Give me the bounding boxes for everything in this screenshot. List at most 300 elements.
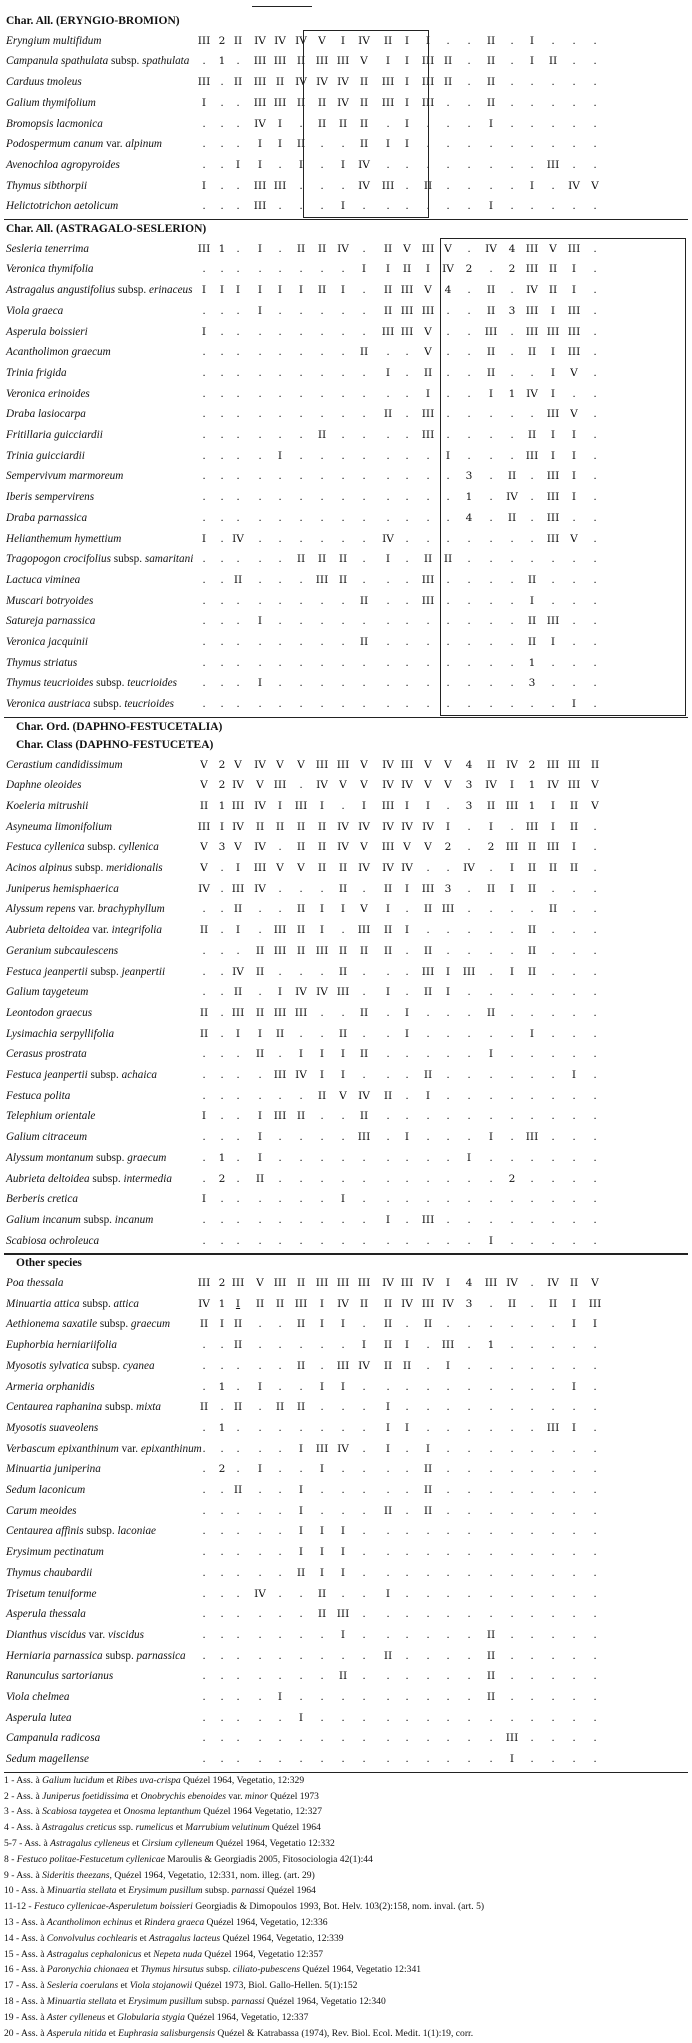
cell-value: IV [358, 1089, 370, 1102]
cell-value: . [341, 387, 345, 400]
cell-value: II [338, 862, 348, 874]
cell-value: . [467, 1442, 471, 1455]
cell-value: 4 [465, 758, 473, 771]
cell-value: . [220, 1359, 224, 1372]
cell-value: . [572, 1463, 576, 1476]
cell-value: . [362, 1566, 366, 1579]
species-name: Sedum laconicum [6, 1484, 86, 1496]
species-name: Galium thymifolium [6, 96, 96, 109]
cell-value: . [510, 1380, 514, 1393]
cell-value: . [426, 1566, 430, 1579]
cell-value: . [236, 1213, 240, 1226]
cell-value: . [551, 1587, 555, 1600]
cell-value: IV [295, 986, 307, 999]
cell-value: V [200, 862, 208, 874]
cell-value: . [510, 117, 514, 130]
cell-value: . [320, 387, 324, 400]
cell-value: II [527, 944, 537, 957]
cell-value: . [551, 1670, 555, 1683]
footnote: 1 - Ass. à Galium lucidum et Ribes uva-crispa Quézel 1964, Vegetatio, 12:329 [4, 1774, 305, 1786]
cell-value: . [572, 1649, 576, 1662]
cell-value: . [446, 656, 450, 669]
cell-value: . [489, 1546, 493, 1559]
cell-value: . [510, 96, 514, 109]
cell-value: V [200, 758, 208, 771]
cell-value: . [489, 263, 493, 276]
cell-value: . [405, 200, 409, 213]
cell-value: I [277, 284, 283, 297]
cell-value: II [548, 1297, 558, 1310]
cell-value: II [486, 304, 496, 317]
cell-value: IV [254, 882, 266, 895]
cell-value: . [202, 1628, 206, 1641]
cell-value: . [530, 1670, 534, 1683]
cell-value: . [467, 986, 471, 999]
cell-value: . [258, 1213, 262, 1226]
cell-value: II [275, 820, 285, 833]
cell-value: III [567, 346, 581, 359]
cell-value: . [405, 1546, 409, 1559]
cell-value: . [489, 408, 493, 421]
cell-value: II [317, 553, 327, 566]
cell-value: I [445, 986, 451, 999]
cell-value: I [425, 34, 431, 47]
cell-value: V [570, 408, 578, 421]
cell-value: . [320, 304, 324, 317]
cell-value: . [299, 387, 303, 400]
cell-value: . [341, 594, 345, 607]
cell-value: . [489, 615, 493, 628]
cell-value: . [572, 1359, 576, 1372]
cell-value: . [278, 408, 282, 421]
cell-value: . [202, 553, 206, 566]
cell-value: 2 [528, 758, 536, 771]
cell-value: . [510, 1421, 514, 1434]
cell-value: . [467, 615, 471, 628]
cell-value: V [360, 841, 368, 854]
cell-value: . [236, 1504, 240, 1517]
section-header [0, 1254, 692, 1274]
cell-value: . [489, 429, 493, 441]
cell-value: 1 [218, 799, 226, 812]
cell-value: . [426, 1006, 430, 1019]
cell-value: . [202, 1069, 206, 1081]
cell-value: . [258, 1401, 262, 1414]
cell-value: II [527, 429, 537, 441]
cell-value: . [572, 944, 576, 957]
cell-value: II [296, 138, 306, 151]
cell-value: . [510, 1484, 514, 1496]
cell-value: . [299, 1608, 303, 1621]
cell-value: . [467, 1380, 471, 1393]
cell-value: . [530, 1732, 534, 1745]
cell-value: . [510, 76, 514, 89]
cell-value: I [404, 96, 410, 109]
cell-value: . [278, 1359, 282, 1372]
cell-value: . [405, 1442, 409, 1455]
cell-value: . [236, 1670, 240, 1683]
cell-value: I [509, 779, 515, 792]
footnote: 11-12 - Festuco cyllenicae-Asperuletum boissieri Georgiadis & Dimopoulos 1993, Bot. Helv. 103(2):158, nom. inval. (art. 5) [4, 1901, 485, 1913]
cell-value: . [202, 511, 206, 524]
cell-value: . [593, 1069, 597, 1081]
cell-value: . [341, 1401, 345, 1414]
table-row [0, 1107, 692, 1127]
cell-value: . [362, 1318, 366, 1331]
cell-value: II [275, 1297, 285, 1310]
cell-value: . [220, 656, 224, 669]
cell-value: . [258, 470, 262, 483]
cell-value: . [530, 553, 534, 566]
cell-value: . [530, 1484, 534, 1496]
cell-value: . [446, 1732, 450, 1745]
cell-value: . [236, 1359, 240, 1372]
cell-value: V [297, 758, 305, 771]
cell-value: . [220, 1027, 224, 1040]
cell-value: V [549, 242, 557, 255]
cell-value: III [197, 820, 211, 833]
cell-value: . [426, 1691, 430, 1703]
cell-value: . [320, 1193, 324, 1206]
cell-value: . [278, 1234, 282, 1247]
cell-value: . [510, 1401, 514, 1414]
species-name: Draba parnassica [6, 511, 88, 524]
cell-value: II [383, 1297, 393, 1310]
cell-value: I [509, 882, 515, 895]
cell-value: I [298, 158, 304, 171]
cell-value: . [510, 408, 514, 421]
species-name: Myosotis sylvatica subsp. cyanea [6, 1359, 155, 1372]
cell-value: . [386, 1234, 390, 1247]
cell-value: . [299, 511, 303, 524]
cell-value: . [593, 158, 597, 171]
cell-value: III [336, 55, 350, 68]
cell-value: . [341, 532, 345, 545]
cell-value: I [550, 304, 556, 317]
cell-value: . [572, 1587, 576, 1600]
cell-value: . [220, 532, 224, 545]
cell-value: . [202, 1587, 206, 1600]
cell-value: . [510, 615, 514, 628]
cell-value: . [341, 1649, 345, 1662]
cell-value: . [489, 698, 493, 711]
table-row [0, 900, 692, 920]
cell-value: . [426, 117, 430, 130]
cell-value: . [405, 1628, 409, 1641]
cell-value: . [510, 1151, 514, 1164]
cell-value: . [530, 1566, 534, 1579]
cell-value: . [510, 1711, 514, 1724]
cell-value: . [551, 924, 555, 937]
cell-value: . [386, 1069, 390, 1081]
cell-value: 2 [487, 841, 495, 854]
cell-value: . [386, 1172, 390, 1185]
cell-value: . [220, 408, 224, 421]
cell-value: . [236, 1649, 240, 1662]
cell-value: . [467, 1089, 471, 1102]
cell-value: . [258, 1566, 262, 1579]
cell-value: I [235, 1297, 241, 1310]
cell-value: . [426, 1172, 430, 1185]
cell-value: . [320, 1753, 324, 1766]
cell-value: . [362, 1442, 366, 1455]
cell-value: . [220, 325, 224, 338]
cell-value: . [593, 1732, 597, 1745]
cell-value: . [489, 1318, 493, 1331]
cell-value: . [362, 1691, 366, 1703]
cell-value: II [359, 1110, 369, 1123]
cell-value: . [278, 158, 282, 171]
cell-value: II [296, 841, 306, 854]
cell-value: . [467, 429, 471, 441]
cell-value: . [510, 1649, 514, 1662]
cell-value: I [425, 1442, 431, 1455]
cell-value: . [467, 1525, 471, 1538]
cell-value: . [278, 304, 282, 317]
cell-value: IV [274, 34, 286, 47]
cell-value: . [593, 1753, 597, 1766]
cell-value: . [320, 200, 324, 213]
cell-value: . [220, 366, 224, 379]
species-name: Eryngium multifidum [6, 34, 102, 47]
cell-value: . [467, 76, 471, 89]
cell-value: . [362, 242, 366, 255]
cell-value: 1 [218, 242, 226, 255]
cell-value: . [278, 594, 282, 607]
cell-value: . [551, 594, 555, 607]
cell-value: . [320, 1172, 324, 1185]
cell-value: IV [401, 820, 413, 833]
cell-value: . [320, 1339, 324, 1352]
cell-value: III [441, 903, 455, 916]
cell-value: . [572, 1608, 576, 1621]
cell-value: . [258, 1525, 262, 1538]
cell-value: . [220, 1691, 224, 1703]
cell-value: . [258, 1711, 262, 1724]
cell-value: . [530, 1151, 534, 1164]
cell-value: . [530, 1587, 534, 1600]
cell-value: I [404, 55, 410, 68]
species-name: Cerasus prostrata [6, 1048, 87, 1061]
cell-value: . [489, 656, 493, 669]
cell-value: . [220, 965, 224, 978]
cell-value: . [220, 615, 224, 628]
cell-value: . [551, 200, 555, 213]
cell-value: . [386, 449, 390, 462]
cell-value: . [572, 1691, 576, 1703]
cell-value: . [386, 573, 390, 586]
cell-value: 3 [465, 799, 473, 812]
cell-value: . [426, 1380, 430, 1393]
cell-value: IV [442, 1297, 454, 1310]
cell-value: 3 [465, 1297, 473, 1310]
cell-value: . [593, 325, 597, 338]
cell-value: . [426, 1234, 430, 1247]
cell-value: . [489, 1753, 493, 1766]
cell-value: . [572, 1753, 576, 1766]
cell-value: . [386, 491, 390, 504]
cell-value: I [319, 1463, 325, 1476]
cell-value: . [446, 366, 450, 379]
cell-value: . [551, 1110, 555, 1123]
cell-value: . [362, 1670, 366, 1683]
cell-value: . [405, 1608, 409, 1621]
cell-value: II [199, 924, 209, 937]
cell-value: . [299, 1463, 303, 1476]
cell-value: . [405, 429, 409, 441]
cell-value: . [467, 656, 471, 669]
cell-value: V [318, 34, 326, 47]
cell-value: II [486, 882, 496, 895]
cell-value: . [551, 573, 555, 586]
cell-value: IV [526, 387, 538, 400]
cell-value: . [572, 1628, 576, 1641]
cell-value: . [320, 366, 324, 379]
cell-value: I [257, 615, 263, 628]
cell-value: . [446, 1401, 450, 1414]
cell-value: . [278, 1463, 282, 1476]
cell-value: . [593, 965, 597, 978]
cell-value: I [361, 263, 367, 276]
cell-value: I [385, 55, 391, 68]
cell-value: . [278, 491, 282, 504]
cell-value: . [278, 1753, 282, 1766]
cell-value: . [572, 158, 576, 171]
cell-value: . [341, 138, 345, 151]
cell-value: IV [198, 882, 210, 895]
cell-value: . [551, 1318, 555, 1331]
cell-value: . [362, 698, 366, 711]
cell-value: . [405, 1089, 409, 1102]
cell-value: . [405, 1711, 409, 1724]
cell-value: II [486, 34, 496, 47]
cell-value: II [486, 1006, 496, 1019]
cell-value: . [258, 903, 262, 916]
cell-value: . [258, 325, 262, 338]
cell-value: . [572, 1566, 576, 1579]
cell-value: I [385, 1587, 391, 1600]
cell-value: . [510, 158, 514, 171]
cell-value: . [405, 1753, 409, 1766]
cell-value: 1 [528, 656, 536, 669]
cell-value: . [220, 1670, 224, 1683]
table-row [0, 1087, 692, 1107]
cell-value: IV [358, 1359, 370, 1372]
cell-value: . [258, 1608, 262, 1621]
cell-value: I [277, 138, 283, 151]
cell-value: . [299, 656, 303, 669]
cell-value: . [530, 698, 534, 711]
cell-value: III [273, 924, 287, 937]
cell-value: I [385, 1213, 391, 1226]
cell-value: III [315, 944, 329, 957]
cell-value: . [236, 1442, 240, 1455]
footnote: 13 - Ass. à Acantholimon echinus et Rindera graeca Quézel 1964, Vegetatio, 12:336 [4, 1916, 328, 1928]
table-row [0, 1149, 692, 1169]
cell-value: . [426, 1110, 430, 1123]
cell-value: . [220, 1069, 224, 1081]
cell-value: . [510, 1546, 514, 1559]
cell-value: . [426, 1339, 430, 1352]
cell-value: I [488, 117, 494, 130]
cell-value: . [530, 1401, 534, 1414]
cell-value: . [386, 1628, 390, 1641]
cell-value: . [446, 1380, 450, 1393]
cell-value: . [446, 1628, 450, 1641]
cell-value: II [275, 1027, 285, 1040]
cell-value: . [593, 1339, 597, 1352]
cell-value: . [467, 1213, 471, 1226]
cell-value: . [362, 1151, 366, 1164]
species-name: Minuartia attica subsp. attica [6, 1297, 140, 1310]
footnotes [4, 1775, 690, 2043]
cell-value: . [530, 1318, 534, 1331]
cell-value: . [220, 76, 224, 89]
cell-value: . [386, 1110, 390, 1123]
cell-value: . [362, 1753, 366, 1766]
cell-value: . [551, 1380, 555, 1393]
cell-value: . [593, 408, 597, 421]
cell-value: I [201, 1110, 207, 1123]
cell-value: III [273, 55, 287, 68]
cell-value: . [530, 1525, 534, 1538]
cell-value: IV [295, 76, 307, 89]
cell-value: . [220, 200, 224, 213]
species-name: Sempervivum marmoreum [6, 470, 124, 483]
cell-value: I [571, 429, 577, 441]
cell-value: IV [232, 820, 244, 833]
cell-value: IV [382, 532, 394, 545]
cell-value: . [362, 304, 366, 317]
species-name: Trisetum tenuiforme [6, 1587, 97, 1600]
cell-value: . [386, 387, 390, 400]
cell-value: 4 [465, 1277, 473, 1289]
cell-value: . [551, 1069, 555, 1081]
cell-value: . [220, 1504, 224, 1517]
cell-value: . [341, 636, 345, 648]
cell-value: . [572, 1339, 576, 1352]
cell-value: . [202, 1649, 206, 1662]
cell-value: . [278, 511, 282, 524]
cell-value: . [530, 1380, 534, 1393]
cell-value: II [507, 511, 517, 524]
table-row [0, 1315, 692, 1335]
cell-value: . [362, 532, 366, 545]
cell-value: . [278, 841, 282, 854]
cell-value: . [530, 1628, 534, 1641]
cell-value: . [299, 1649, 303, 1662]
cell-value: III [421, 594, 435, 607]
cell-value: . [593, 138, 597, 151]
cell-value: . [202, 138, 206, 151]
cell-value: II [255, 1297, 265, 1310]
species-name: Satureja parnassica [6, 615, 96, 628]
cell-value: . [299, 1380, 303, 1393]
cell-value: . [593, 470, 597, 483]
cell-value: III [197, 76, 211, 89]
table-row [0, 1729, 692, 1749]
cell-value: V [591, 779, 599, 792]
cell-value: III [273, 779, 287, 792]
cell-value: . [299, 1089, 303, 1102]
cell-value: . [386, 656, 390, 669]
cell-value: I [235, 1027, 241, 1040]
cell-value: III [357, 1277, 371, 1289]
cell-value: I [201, 1193, 207, 1206]
cell-value: . [572, 656, 576, 669]
cell-value: . [236, 55, 240, 68]
cell-value: 2 [508, 1172, 516, 1185]
